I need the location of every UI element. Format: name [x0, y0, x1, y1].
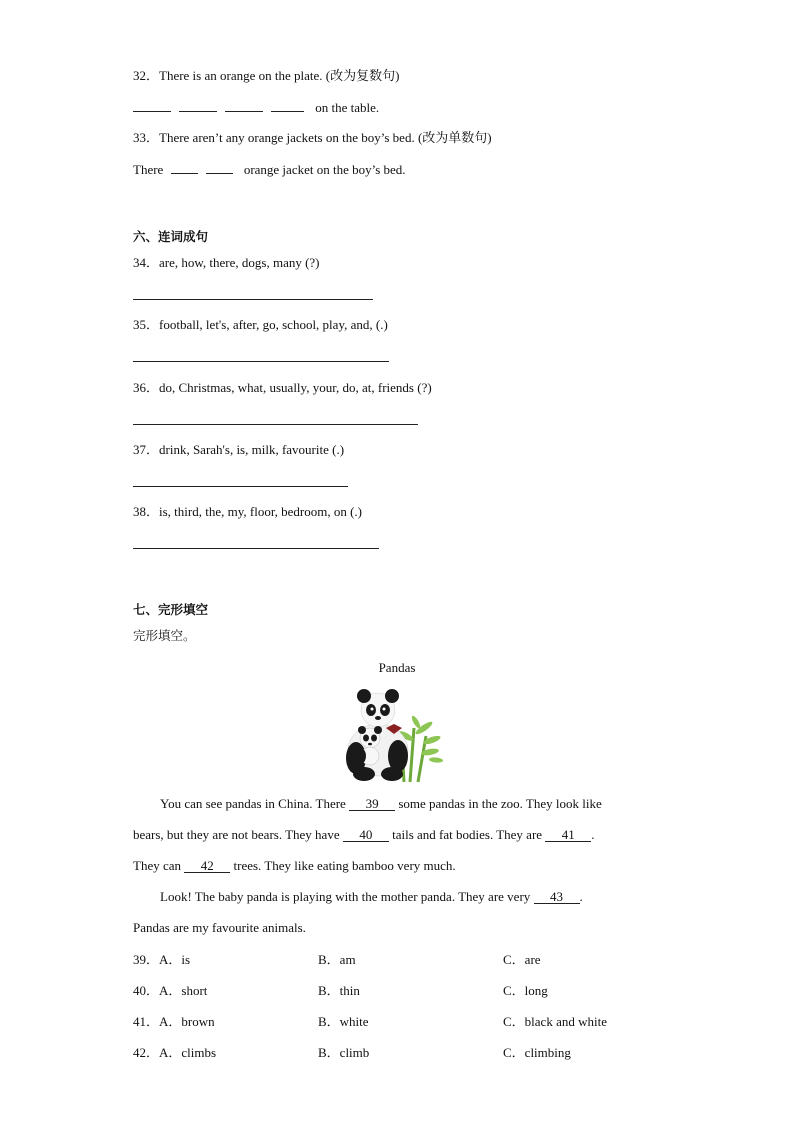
- answer-blank[interactable]: [206, 161, 233, 174]
- passage-line-1: [160, 796, 656, 812]
- option-c[interactable]: C．are: [503, 952, 541, 967]
- passage-line-3: [133, 858, 656, 874]
- option-c[interactable]: C．black and white: [503, 1014, 607, 1029]
- gap-42[interactable]: 42: [184, 859, 230, 873]
- question-37-prompt: 37．drink, Sarah's, is, milk, favourite (.): [133, 442, 345, 457]
- options-row-39: [133, 952, 733, 968]
- option-a[interactable]: 40．A．short: [133, 983, 208, 998]
- question-34-answer-line[interactable]: [133, 299, 373, 300]
- option-b[interactable]: B．climb: [318, 1045, 370, 1060]
- answer-blank[interactable]: [171, 161, 198, 174]
- question-32-prompt: 32．There is an orange on the plate. (改为复数句): [133, 68, 400, 83]
- section-7-heading: 七、完形填空: [133, 602, 209, 617]
- passage-text: tails and fat bodies. They are: [392, 827, 543, 842]
- question-36-prompt: 36．do, Christmas, what, usually, your, do, at, friends (?): [133, 380, 432, 395]
- question-35-answer-line[interactable]: [133, 361, 389, 362]
- passage-line-5: Pandas are my favourite animals.: [133, 920, 306, 935]
- option-c[interactable]: C．climbing: [503, 1045, 571, 1060]
- passage-text: They can: [133, 858, 182, 873]
- passage-title: Pandas: [378, 660, 416, 675]
- answer-blank[interactable]: [133, 99, 171, 112]
- passage-text: Look! The baby panda is playing with the mother panda. They are very: [160, 889, 531, 904]
- options-row-42: [133, 1045, 733, 1061]
- passage-text: .: [579, 889, 583, 904]
- question-33-prompt: 33．There aren’t any orange jackets on the boy’s bed. (改为单数句): [133, 130, 492, 145]
- passage-line-4: [160, 889, 656, 905]
- options-row-41: [133, 1014, 733, 1030]
- question-34-prompt: 34．are, how, there, dogs, many (?): [133, 255, 320, 270]
- question-38-prompt: 38．is, third, the, my, floor, bedroom, on (.): [133, 504, 362, 519]
- question-37-answer-line[interactable]: [133, 486, 348, 487]
- question-33-tail: orange jacket on the boy’s bed.: [243, 162, 406, 177]
- answer-blank[interactable]: [179, 99, 217, 112]
- option-a[interactable]: 42．A．climbs: [133, 1045, 217, 1060]
- answer-blank[interactable]: [271, 99, 304, 112]
- option-b[interactable]: B．thin: [318, 983, 360, 998]
- passage-line-2: [133, 827, 656, 843]
- option-b[interactable]: B．white: [318, 1014, 369, 1029]
- option-c[interactable]: C．long: [503, 983, 548, 998]
- question-38-answer-line[interactable]: [133, 548, 379, 549]
- question-32-tail: on the table.: [315, 100, 380, 115]
- question-33-head: There: [133, 162, 164, 177]
- passage-text: trees. They like eating bamboo very much.: [233, 858, 456, 873]
- option-a[interactable]: 41．A．brown: [133, 1014, 215, 1029]
- panda-with-bamboo-icon: [340, 688, 444, 784]
- gap-43[interactable]: 43: [534, 890, 580, 904]
- passage-text: .: [591, 827, 595, 842]
- gap-39[interactable]: 39: [349, 797, 395, 811]
- question-33-answer-row: [133, 161, 406, 178]
- question-36-answer-line[interactable]: [133, 424, 418, 425]
- passage-text: some pandas in the zoo. They look like: [398, 796, 602, 811]
- section-6-heading: 六、连词成句: [133, 229, 209, 244]
- question-35-prompt: 35．football, let's, after, go, school, play, and, (.): [133, 317, 388, 332]
- question-32-answer-row: [133, 99, 379, 116]
- option-b[interactable]: B．am: [318, 952, 356, 967]
- gap-41[interactable]: 41: [545, 828, 591, 842]
- option-a[interactable]: 39．A．is: [133, 952, 191, 967]
- options-row-40: [133, 983, 733, 999]
- answer-blank[interactable]: [225, 99, 263, 112]
- section-7-instruction: 完形填空。: [133, 628, 196, 643]
- passage-text: bears, but they are not bears. They have: [133, 827, 340, 842]
- passage-text: You can see pandas in China. There: [160, 796, 346, 811]
- gap-40[interactable]: 40: [343, 828, 389, 842]
